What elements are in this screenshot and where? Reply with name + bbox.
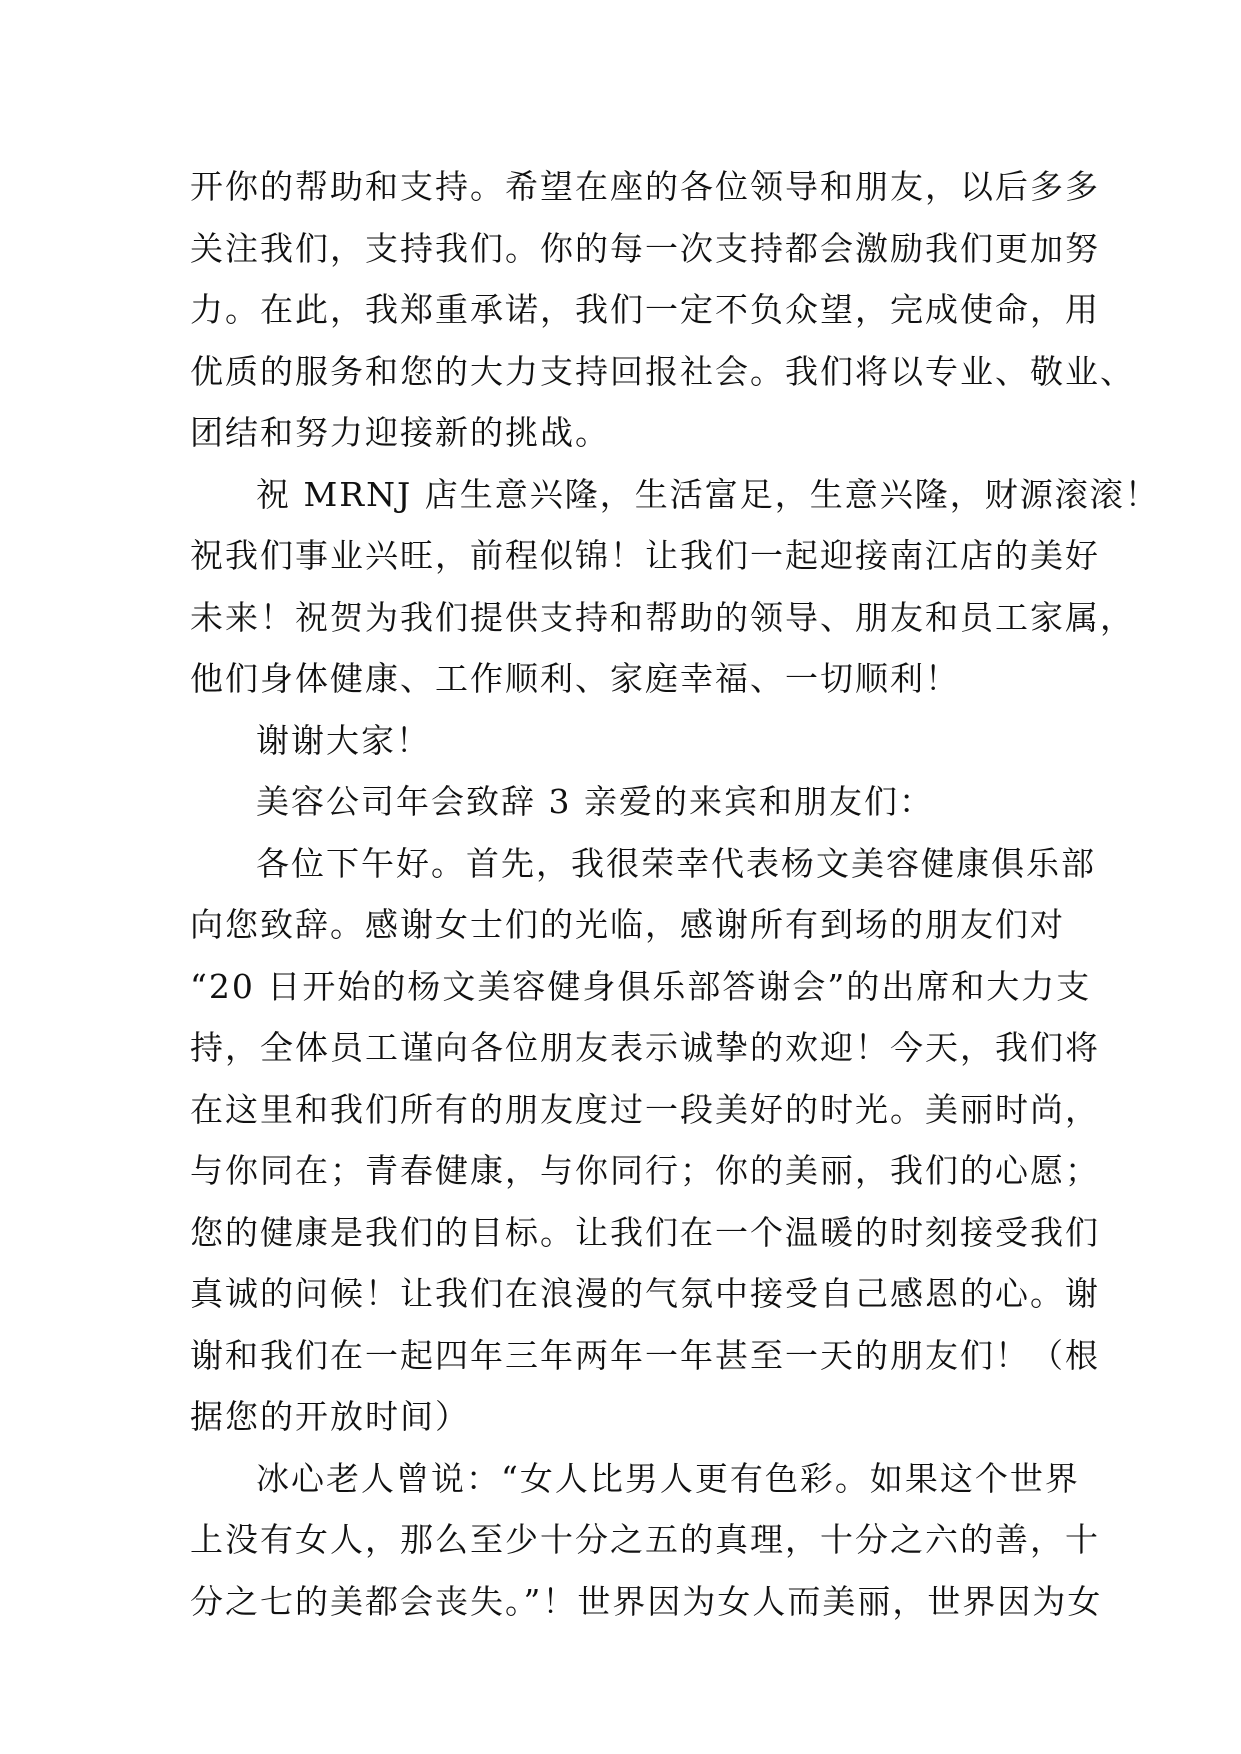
text-line: 开你的帮助和支持。希望在座的各位领导和朋友，以后多多 bbox=[190, 167, 1100, 206]
text-line: 持，全体员工谨向各位朋友表示诚挚的欢迎！今天，我们将 bbox=[190, 1028, 1100, 1067]
text-line: 各位下午好。首先，我很荣幸代表杨文美容健康俱乐部 bbox=[256, 843, 1096, 883]
text-line: 美容公司年会致辞 3 亲爱的来宾和朋友们： bbox=[256, 782, 934, 821]
body-text bbox=[190, 156, 1160, 1632]
text-line: 祝我们事业兴旺，前程似锦！让我们一起迎接南江店的美好 bbox=[190, 536, 1100, 575]
text-line: 关注我们，支持我们。你的每一次支持都会激励我们更加努 bbox=[190, 228, 1100, 268]
text-line: 分之七的美都会丧失。”！世界因为女人而美丽，世界因为女 bbox=[190, 1581, 1103, 1621]
text-line: 团结和努力迎接新的挑战。 bbox=[190, 413, 610, 452]
text-line: 上没有女人，那么至少十分之五的真理，十分之六的善，十 bbox=[190, 1520, 1100, 1559]
text-line: 向您致辞。感谢女士们的光临，感谢所有到场的朋友们对 bbox=[190, 905, 1065, 944]
text-line: 您的健康是我们的目标。让我们在一个温暖的时刻接受我们 bbox=[190, 1212, 1100, 1252]
text-line: 据您的开放时间） bbox=[190, 1397, 470, 1436]
text-line: 真诚的问候！让我们在浪漫的气氛中接受自己感恩的心。谢 bbox=[190, 1274, 1100, 1313]
text-line: “20 日开始的杨文美容健身俱乐部答谢会”的出席和大力支 bbox=[190, 966, 1092, 1006]
text-line: 冰心老人曾说：“女人比男人更有色彩。如果这个世界 bbox=[256, 1458, 1080, 1498]
text-line: 未来！祝贺为我们提供支持和帮助的领导、朋友和员工家属， bbox=[190, 597, 1135, 637]
text-line: 祝 MRNJ 店生意兴隆，生活富足，生意兴隆，财源滚滚！ bbox=[256, 474, 1160, 514]
text-line: 力。在此，我郑重承诺，我们一定不负众望，完成使命，用 bbox=[190, 290, 1100, 329]
text-line: 优质的服务和您的大力支持回报社会。我们将以专业、敬业、 bbox=[190, 351, 1135, 391]
text-line: 他们身体健康、工作顺利、家庭幸福、一切顺利！ bbox=[190, 659, 960, 698]
text-line: 谢和我们在一起四年三年两年一年甚至一天的朋友们！（根 bbox=[190, 1335, 1100, 1375]
text-line: 在这里和我们所有的朋友度过一段美好的时光。美丽时尚， bbox=[190, 1089, 1100, 1129]
text-line: 谢谢大家！ bbox=[256, 720, 431, 760]
text-line: 与你同在；青春健康，与你同行；你的美丽，我们的心愿； bbox=[190, 1151, 1100, 1190]
